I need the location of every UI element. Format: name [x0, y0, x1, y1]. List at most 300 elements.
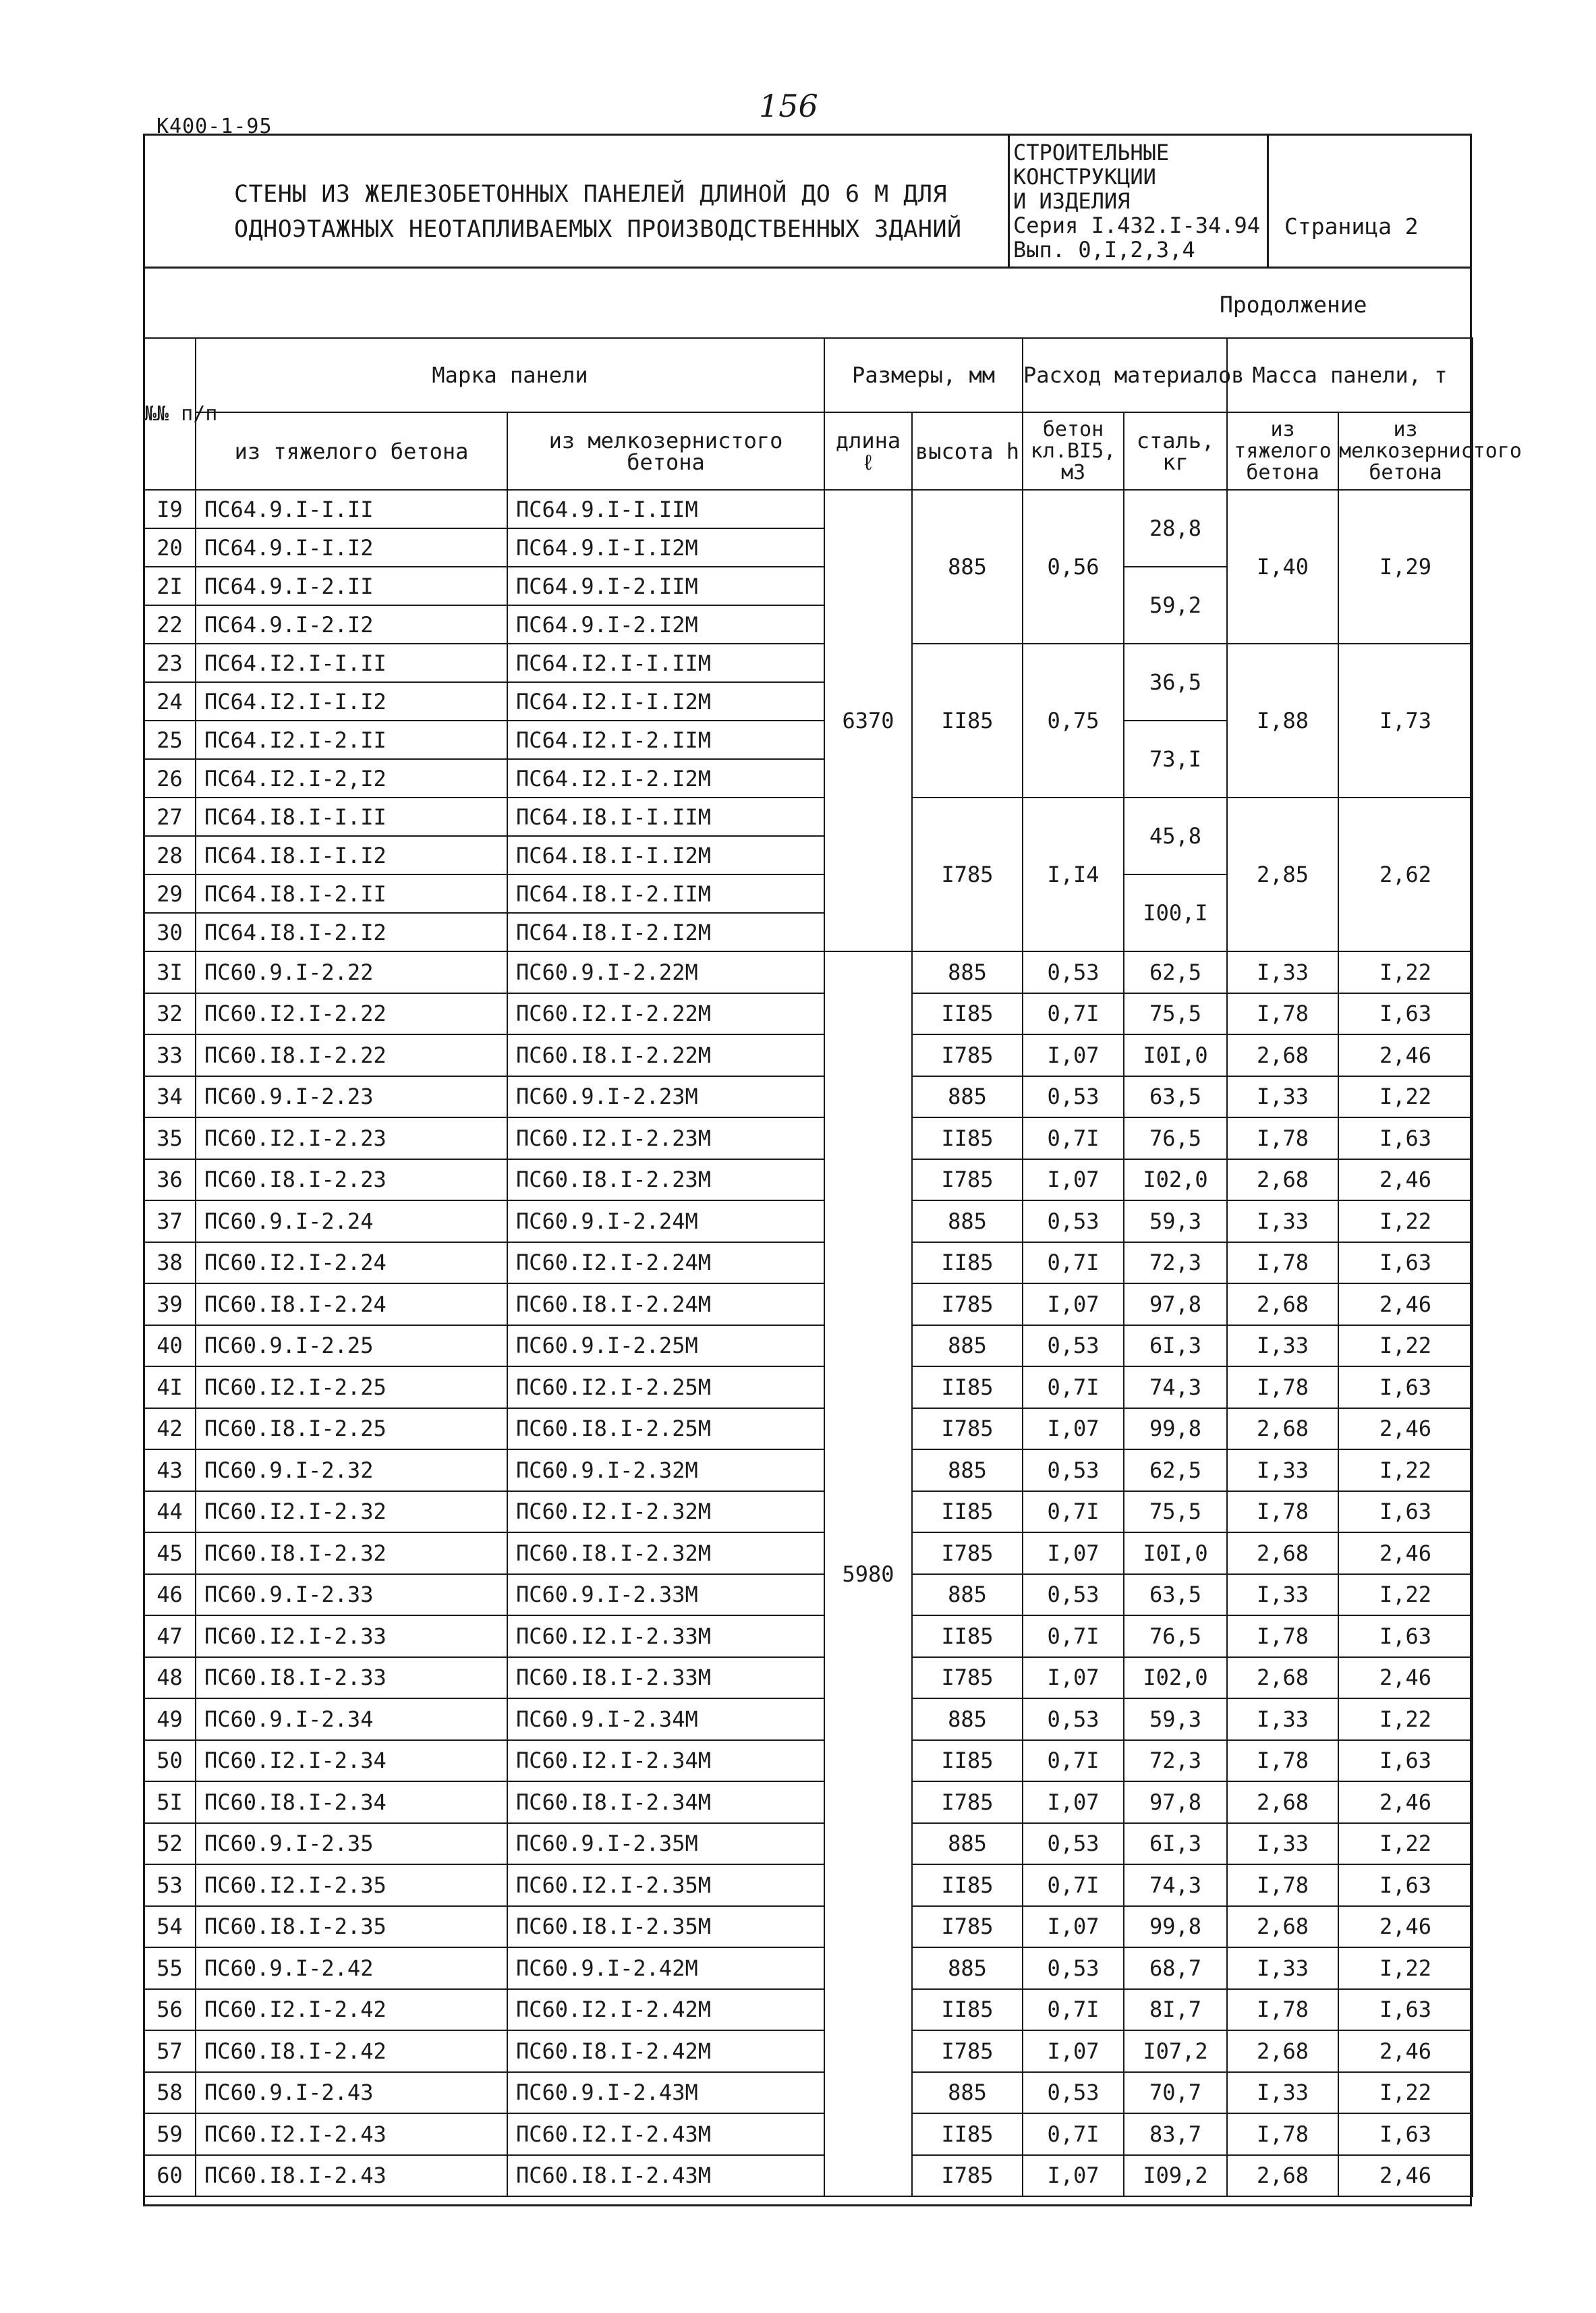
- brand-fine: ПС60.I8.I-2.23М: [507, 1159, 824, 1201]
- table-row: [144, 1159, 1473, 1201]
- table-row: [144, 1491, 1473, 1533]
- brand-heavy: ПС60.I2.I-2.33: [196, 1615, 507, 1657]
- concrete-value: 0,53: [1023, 1574, 1124, 1616]
- header-mass-fine: из мелкозернистого бетона: [1338, 412, 1473, 490]
- brand-heavy: ПС60.9.I-2.23: [196, 1076, 507, 1118]
- table-row: [144, 1781, 1473, 1823]
- table-row: [144, 1532, 1473, 1574]
- height-value: I785: [912, 1906, 1023, 1948]
- brand-heavy: ПС60.I2.I-2.25: [196, 1366, 507, 1408]
- row-number: 35: [144, 1117, 196, 1159]
- brand-heavy: ПС60.I8.I-2.22: [196, 1034, 507, 1076]
- series-line-4: Серия I.432.I-34.94: [1013, 213, 1261, 238]
- brand-heavy: ПС60.I8.I-2.42: [196, 2030, 507, 2072]
- brand-fine: ПС64.I2.I-2.I2М: [507, 759, 824, 798]
- table-row: [144, 1283, 1473, 1325]
- row-number: 2I: [144, 567, 196, 605]
- brand-heavy: ПС60.I2.I-2.32: [196, 1491, 507, 1533]
- steel-value: 59,2: [1124, 567, 1227, 644]
- brand-heavy: ПС64.I8.I-I.II: [196, 798, 507, 836]
- concrete-value: I,07: [1023, 1408, 1124, 1450]
- mass-heavy-value: I,33: [1227, 1325, 1338, 1367]
- steel-value: 74,3: [1124, 1366, 1227, 1408]
- height-value: I785: [912, 2030, 1023, 2072]
- title-line-1: СТЕНЫ ИЗ ЖЕЛЕЗОБЕТОННЫХ ПАНЕЛЕЙ ДЛИНОЙ ДО 6 М ДЛЯ: [234, 181, 948, 208]
- steel-value: 8I,7: [1124, 1989, 1227, 2031]
- table-row: [144, 490, 1473, 528]
- panels-table: [143, 337, 1522, 2197]
- height-value: I785: [912, 2155, 1023, 2197]
- height-value: 885: [912, 1325, 1023, 1367]
- table-row: [144, 1076, 1473, 1118]
- table-row: [144, 1117, 1473, 1159]
- mass-heavy-value: 2,68: [1227, 2030, 1338, 2072]
- concrete-value: 0,53: [1023, 1076, 1124, 1118]
- row-number: 58: [144, 2072, 196, 2114]
- header-concrete: бетон кл.BI5, м3: [1023, 412, 1124, 490]
- steel-value: 62,5: [1124, 1449, 1227, 1491]
- brand-fine: ПС60.9.I-2.35М: [507, 1823, 824, 1865]
- height-value: II85: [912, 1740, 1023, 1782]
- steel-value: 72,3: [1124, 1242, 1227, 1284]
- height-value: II85: [912, 1864, 1023, 1906]
- mass-heavy-value: I,33: [1227, 1698, 1338, 1740]
- brand-heavy: ПС60.I8.I-2.32: [196, 1532, 507, 1574]
- row-number: 46: [144, 1574, 196, 1616]
- header-brand-heavy: из тяжелого бетона: [196, 412, 507, 490]
- mass-heavy-value: I,78: [1227, 1366, 1338, 1408]
- mass-heavy-value: I,33: [1227, 2072, 1338, 2114]
- table-row: [144, 2113, 1473, 2155]
- document-code: К400-1-95: [156, 115, 273, 138]
- series-line-1: СТРОИТЕЛЬНЫЕ: [1013, 140, 1170, 165]
- row-number: 22: [144, 605, 196, 644]
- steel-value: 6I,3: [1124, 1823, 1227, 1865]
- row-number: 43: [144, 1449, 196, 1491]
- row-number: 59: [144, 2113, 196, 2155]
- concrete-value: 0,7I: [1023, 1615, 1124, 1657]
- length-value: 6370: [824, 490, 912, 951]
- brand-heavy: ПС60.9.I-2.25: [196, 1325, 507, 1367]
- table-row: [144, 1906, 1473, 1948]
- header-steel: сталь, кг: [1124, 412, 1227, 490]
- table-row: [144, 1989, 1473, 2031]
- title-line-2: ОДНОЭТАЖНЫХ НЕОТАПЛИВАЕМЫХ ПРОИЗВОДСТВЕННЫХ ЗДАНИЙ: [234, 216, 962, 243]
- height-value: II85: [912, 2113, 1023, 2155]
- height-value: I785: [912, 1657, 1023, 1699]
- steel-value: 63,5: [1124, 1076, 1227, 1118]
- steel-value: 68,7: [1124, 1947, 1227, 1989]
- row-number: 57: [144, 2030, 196, 2072]
- concrete-value: I,07: [1023, 1034, 1124, 1076]
- table-row: [144, 1449, 1473, 1491]
- table-row: [144, 1325, 1473, 1367]
- concrete-value: 0,53: [1023, 1698, 1124, 1740]
- title-block: [143, 134, 1472, 269]
- row-number: 44: [144, 1491, 196, 1533]
- concrete-value: 0,53: [1023, 1325, 1124, 1367]
- mass-heavy-value: I,33: [1227, 1449, 1338, 1491]
- row-number: 42: [144, 1408, 196, 1450]
- header-materials: Расход материалов: [1023, 338, 1227, 412]
- steel-value: 6I,3: [1124, 1325, 1227, 1367]
- brand-heavy: ПС60.I8.I-2.24: [196, 1283, 507, 1325]
- height-value: I785: [912, 1034, 1023, 1076]
- brand-fine: ПС64.I8.I-I.IIМ: [507, 798, 824, 836]
- mass-heavy-value: 2,68: [1227, 1159, 1338, 1201]
- brand-heavy: ПС60.I2.I-2.43: [196, 2113, 507, 2155]
- brand-heavy: ПС60.I2.I-2.24: [196, 1242, 507, 1284]
- brand-heavy: ПС60.9.I-2.24: [196, 1200, 507, 1242]
- table-row: [144, 1200, 1473, 1242]
- mass-fine-value: I,22: [1338, 1200, 1473, 1242]
- row-number: 30: [144, 913, 196, 951]
- mass-fine-value: 2,46: [1338, 1408, 1473, 1450]
- length-value: 5980: [824, 951, 912, 2196]
- brand-fine: ПС60.I2.I-2.25М: [507, 1366, 824, 1408]
- brand-fine: ПС60.9.I-2.34М: [507, 1698, 824, 1740]
- title-divider: [1267, 134, 1269, 269]
- row-number: 49: [144, 1698, 196, 1740]
- page-number: 156: [759, 88, 818, 124]
- mass-heavy-value: I,40: [1227, 490, 1338, 644]
- mass-heavy-value: I,33: [1227, 1076, 1338, 1118]
- height-value: I785: [912, 1532, 1023, 1574]
- concrete-value: I,07: [1023, 1283, 1124, 1325]
- brand-fine: ПС60.9.I-2.42М: [507, 1947, 824, 1989]
- brand-heavy: ПС60.I8.I-2.23: [196, 1159, 507, 1201]
- mass-fine-value: I,29: [1338, 490, 1473, 644]
- row-number: 48: [144, 1657, 196, 1699]
- steel-value: I0I,0: [1124, 1532, 1227, 1574]
- row-number: 28: [144, 836, 196, 874]
- steel-value: 36,5: [1124, 644, 1227, 721]
- row-number: 23: [144, 644, 196, 682]
- row-number: 29: [144, 874, 196, 913]
- height-value: II85: [912, 1117, 1023, 1159]
- concrete-value: 0,7I: [1023, 1117, 1124, 1159]
- mass-fine-value: I,63: [1338, 2113, 1473, 2155]
- table-row: [144, 1615, 1473, 1657]
- brand-heavy: ПС64.I2.I-I.I2: [196, 682, 507, 721]
- mass-heavy-value: 2,68: [1227, 1034, 1338, 1076]
- mass-heavy-value: I,78: [1227, 1740, 1338, 1782]
- mass-fine-value: I,22: [1338, 1574, 1473, 1616]
- height-value: II85: [912, 1366, 1023, 1408]
- height-value: 885: [912, 1076, 1023, 1118]
- steel-value: 73,I: [1124, 721, 1227, 798]
- height-value: 885: [912, 1449, 1023, 1491]
- mass-heavy-value: I,78: [1227, 1615, 1338, 1657]
- mass-heavy-value: I,33: [1227, 1823, 1338, 1865]
- height-value: 885: [912, 2072, 1023, 2114]
- panels-table-wrap: [143, 337, 1522, 2206]
- mass-heavy-value: I,78: [1227, 993, 1338, 1035]
- steel-value: 74,3: [1124, 1864, 1227, 1906]
- brand-heavy: ПС60.9.I-2.32: [196, 1449, 507, 1491]
- brand-heavy: ПС64.9.I-2.I2: [196, 605, 507, 644]
- brand-fine: ПС60.I8.I-2.22М: [507, 1034, 824, 1076]
- brand-fine: ПС60.I8.I-2.35М: [507, 1906, 824, 1948]
- row-number: 60: [144, 2155, 196, 2197]
- mass-fine-value: I,22: [1338, 1325, 1473, 1367]
- brand-heavy: ПС60.I8.I-2.34: [196, 1781, 507, 1823]
- continuation-label: Продолжение: [1220, 291, 1367, 318]
- table-row: [144, 1823, 1473, 1865]
- steel-value: 76,5: [1124, 1615, 1227, 1657]
- mass-fine-value: I,63: [1338, 1117, 1473, 1159]
- concrete-value: I,07: [1023, 1781, 1124, 1823]
- mass-heavy-value: 2,68: [1227, 1532, 1338, 1574]
- mass-heavy-value: 2,68: [1227, 1283, 1338, 1325]
- table-row: [144, 951, 1473, 993]
- brand-fine: ПС60.I2.I-2.35М: [507, 1864, 824, 1906]
- height-value: 885: [912, 1574, 1023, 1616]
- row-number: 38: [144, 1242, 196, 1284]
- table-row: [144, 1657, 1473, 1699]
- mass-fine-value: I,63: [1338, 1740, 1473, 1782]
- concrete-value: 0,7I: [1023, 1989, 1124, 2031]
- brand-heavy: ПС64.I8.I-I.I2: [196, 836, 507, 874]
- height-value: II85: [912, 1615, 1023, 1657]
- row-number: 54: [144, 1906, 196, 1948]
- concrete-value: 0,53: [1023, 2072, 1124, 2114]
- brand-fine: ПС60.9.I-2.25М: [507, 1325, 824, 1367]
- mass-fine-value: I,63: [1338, 1366, 1473, 1408]
- brand-fine: ПС64.I2.I-I.I2М: [507, 682, 824, 721]
- height-value: II85: [912, 1989, 1023, 2031]
- brand-heavy: ПС60.I8.I-2.25: [196, 1408, 507, 1450]
- concrete-value: I,07: [1023, 2030, 1124, 2072]
- brand-fine: ПС60.I2.I-2.34М: [507, 1740, 824, 1782]
- height-value: II85: [912, 644, 1023, 798]
- mass-heavy-value: 2,68: [1227, 1781, 1338, 1823]
- brand-heavy: ПС64.I2.I-2,I2: [196, 759, 507, 798]
- row-number: 24: [144, 682, 196, 721]
- table-row: [144, 993, 1473, 1035]
- mass-heavy-value: I,78: [1227, 2113, 1338, 2155]
- series-line-3: И ИЗДЕЛИЯ: [1013, 188, 1131, 214]
- height-value: 885: [912, 490, 1023, 644]
- mass-heavy-value: I,78: [1227, 1242, 1338, 1284]
- brand-heavy: ПС60.9.I-2.33: [196, 1574, 507, 1616]
- steel-value: 99,8: [1124, 1408, 1227, 1450]
- concrete-value: 0,53: [1023, 1947, 1124, 1989]
- brand-fine: ПС60.I8.I-2.42М: [507, 2030, 824, 2072]
- brand-fine: ПС60.9.I-2.33М: [507, 1574, 824, 1616]
- brand-fine: ПС60.I2.I-2.22М: [507, 993, 824, 1035]
- brand-heavy: ПС60.I2.I-2.22: [196, 993, 507, 1035]
- mass-fine-value: I,63: [1338, 1989, 1473, 2031]
- brand-heavy: ПС64.9.I-I.II: [196, 490, 507, 528]
- brand-heavy: ПС60.I8.I-2.43: [196, 2155, 507, 2197]
- steel-value: 62,5: [1124, 951, 1227, 993]
- mass-fine-value: 2,46: [1338, 2030, 1473, 2072]
- header-mass: Масса панели, т: [1227, 338, 1473, 412]
- height-value: 885: [912, 951, 1023, 993]
- steel-value: 99,8: [1124, 1906, 1227, 1948]
- concrete-value: 0,7I: [1023, 1242, 1124, 1284]
- brand-heavy: ПС60.I2.I-2.42: [196, 1989, 507, 2031]
- steel-value: 83,7: [1124, 2113, 1227, 2155]
- concrete-value: 0,7I: [1023, 2113, 1124, 2155]
- mass-fine-value: I,63: [1338, 1242, 1473, 1284]
- brand-fine: ПС60.9.I-2.32М: [507, 1449, 824, 1491]
- mass-heavy-value: 2,68: [1227, 1408, 1338, 1450]
- table-row: [144, 1947, 1473, 1989]
- concrete-value: 0,7I: [1023, 1491, 1124, 1533]
- row-number: 37: [144, 1200, 196, 1242]
- mass-fine-value: 2,46: [1338, 2155, 1473, 2197]
- concrete-value: I,07: [1023, 1657, 1124, 1699]
- concrete-value: 0,53: [1023, 1449, 1124, 1491]
- brand-fine: ПС60.I8.I-2.24М: [507, 1283, 824, 1325]
- mass-fine-value: I,63: [1338, 1491, 1473, 1533]
- row-number: 4I: [144, 1366, 196, 1408]
- brand-heavy: ПС64.9.I-2.II: [196, 567, 507, 605]
- brand-heavy: ПС60.I8.I-2.33: [196, 1657, 507, 1699]
- mass-heavy-value: I,33: [1227, 951, 1338, 993]
- concrete-value: 0,7I: [1023, 1366, 1124, 1408]
- page-label: Страница 2: [1284, 213, 1419, 240]
- steel-value: 75,5: [1124, 993, 1227, 1035]
- mass-fine-value: I,63: [1338, 1615, 1473, 1657]
- row-number: 45: [144, 1532, 196, 1574]
- table-row: [144, 1408, 1473, 1450]
- brand-heavy: ПС60.I2.I-2.35: [196, 1864, 507, 1906]
- mass-fine-value: I,73: [1338, 644, 1473, 798]
- row-number: 27: [144, 798, 196, 836]
- mass-heavy-value: I,78: [1227, 1864, 1338, 1906]
- steel-value: 72,3: [1124, 1740, 1227, 1782]
- mass-heavy-value: I,88: [1227, 644, 1338, 798]
- concrete-value: 0,75: [1023, 644, 1124, 798]
- mass-heavy-value: 2,85: [1227, 798, 1338, 951]
- height-value: II85: [912, 1242, 1023, 1284]
- table-row: [144, 2030, 1473, 2072]
- steel-value: 45,8: [1124, 798, 1227, 874]
- mass-heavy-value: I,33: [1227, 1947, 1338, 1989]
- mass-heavy-value: 2,68: [1227, 1657, 1338, 1699]
- row-number: 47: [144, 1615, 196, 1657]
- series-line-2: КОНСТРУКЦИИ: [1013, 164, 1156, 190]
- height-value: II85: [912, 993, 1023, 1035]
- concrete-value: 0,7I: [1023, 993, 1124, 1035]
- mass-fine-value: I,22: [1338, 951, 1473, 993]
- mass-heavy-value: 2,68: [1227, 1906, 1338, 1948]
- mass-fine-value: 2,46: [1338, 1532, 1473, 1574]
- steel-value: I07,2: [1124, 2030, 1227, 2072]
- mass-heavy-value: I,78: [1227, 1491, 1338, 1533]
- brand-heavy: ПС60.9.I-2.22: [196, 951, 507, 993]
- brand-fine: ПС64.9.I-2.IIМ: [507, 567, 824, 605]
- brand-fine: ПС60.I2.I-2.24М: [507, 1242, 824, 1284]
- header-height: высота h: [912, 412, 1023, 490]
- row-number: 3I: [144, 951, 196, 993]
- brand-fine: ПС60.9.I-2.23М: [507, 1076, 824, 1118]
- mass-fine-value: 2,62: [1338, 798, 1473, 951]
- row-number: 25: [144, 721, 196, 759]
- brand-fine: ПС60.I8.I-2.32М: [507, 1532, 824, 1574]
- steel-value: I09,2: [1124, 2155, 1227, 2197]
- steel-value: I0I,0: [1124, 1034, 1227, 1076]
- brand-fine: ПС64.I2.I-I.IIМ: [507, 644, 824, 682]
- brand-fine: ПС64.9.I-2.I2М: [507, 605, 824, 644]
- brand-heavy: ПС60.9.I-2.42: [196, 1947, 507, 1989]
- header-num: №№ п/п: [144, 338, 196, 490]
- brand-fine: ПС60.I8.I-2.43М: [507, 2155, 824, 2197]
- mass-fine-value: I,22: [1338, 1823, 1473, 1865]
- brand-heavy: ПС60.9.I-2.35: [196, 1823, 507, 1865]
- steel-value: I00,I: [1124, 874, 1227, 951]
- steel-value: I02,0: [1124, 1159, 1227, 1201]
- brand-fine: ПС60.9.I-2.22М: [507, 951, 824, 993]
- brand-heavy: ПС64.I8.I-2.I2: [196, 913, 507, 951]
- table-row: [144, 1034, 1473, 1076]
- steel-value: 97,8: [1124, 1283, 1227, 1325]
- steel-value: 75,5: [1124, 1491, 1227, 1533]
- brand-fine: ПС60.I2.I-2.32М: [507, 1491, 824, 1533]
- brand-heavy: ПС64.I2.I-2.II: [196, 721, 507, 759]
- concrete-value: 0,53: [1023, 1200, 1124, 1242]
- concrete-value: I,07: [1023, 1159, 1124, 1201]
- height-value: 885: [912, 1200, 1023, 1242]
- row-number: 50: [144, 1740, 196, 1782]
- mass-fine-value: 2,46: [1338, 1283, 1473, 1325]
- row-number: 52: [144, 1823, 196, 1865]
- concrete-value: I,I4: [1023, 798, 1124, 951]
- brand-fine: ПС60.I8.I-2.34М: [507, 1781, 824, 1823]
- row-number: 40: [144, 1325, 196, 1367]
- mass-fine-value: I,22: [1338, 1698, 1473, 1740]
- steel-value: 97,8: [1124, 1781, 1227, 1823]
- brand-fine: ПС64.9.I-I.I2М: [507, 528, 824, 567]
- brand-heavy: ПС60.I8.I-2.35: [196, 1906, 507, 1948]
- mass-fine-value: I,22: [1338, 1947, 1473, 1989]
- steel-value: 59,3: [1124, 1200, 1227, 1242]
- table-row: [144, 798, 1473, 836]
- mass-fine-value: 2,46: [1338, 1657, 1473, 1699]
- row-number: 20: [144, 528, 196, 567]
- row-number: I9: [144, 490, 196, 528]
- table-row: [144, 1242, 1473, 1284]
- row-number: 56: [144, 1989, 196, 2031]
- height-value: I785: [912, 1781, 1023, 1823]
- mass-heavy-value: I,78: [1227, 1989, 1338, 2031]
- header-brand-fine: из мелкозернистого бетона: [507, 412, 824, 490]
- mass-fine-value: 2,46: [1338, 1159, 1473, 1201]
- brand-heavy: ПС64.9.I-I.I2: [196, 528, 507, 567]
- row-number: 39: [144, 1283, 196, 1325]
- concrete-value: 0,7I: [1023, 1864, 1124, 1906]
- brand-fine: ПС60.I2.I-2.42М: [507, 1989, 824, 2031]
- height-value: I785: [912, 1408, 1023, 1450]
- mass-fine-value: I,22: [1338, 1076, 1473, 1118]
- mass-fine-value: 2,46: [1338, 1034, 1473, 1076]
- row-number: 5I: [144, 1781, 196, 1823]
- brand-heavy: ПС60.9.I-2.43: [196, 2072, 507, 2114]
- header-brand: Марка панели: [196, 338, 824, 412]
- brand-heavy: ПС64.I8.I-2.II: [196, 874, 507, 913]
- height-value: I785: [912, 1283, 1023, 1325]
- mass-heavy-value: I,33: [1227, 1574, 1338, 1616]
- brand-heavy: ПС60.I2.I-2.23: [196, 1117, 507, 1159]
- row-number: 32: [144, 993, 196, 1035]
- series-line-5: Вып. 0,I,2,3,4: [1013, 237, 1195, 262]
- mass-fine-value: 2,46: [1338, 1781, 1473, 1823]
- row-number: 36: [144, 1159, 196, 1201]
- brand-fine: ПС60.I2.I-2.33М: [507, 1615, 824, 1657]
